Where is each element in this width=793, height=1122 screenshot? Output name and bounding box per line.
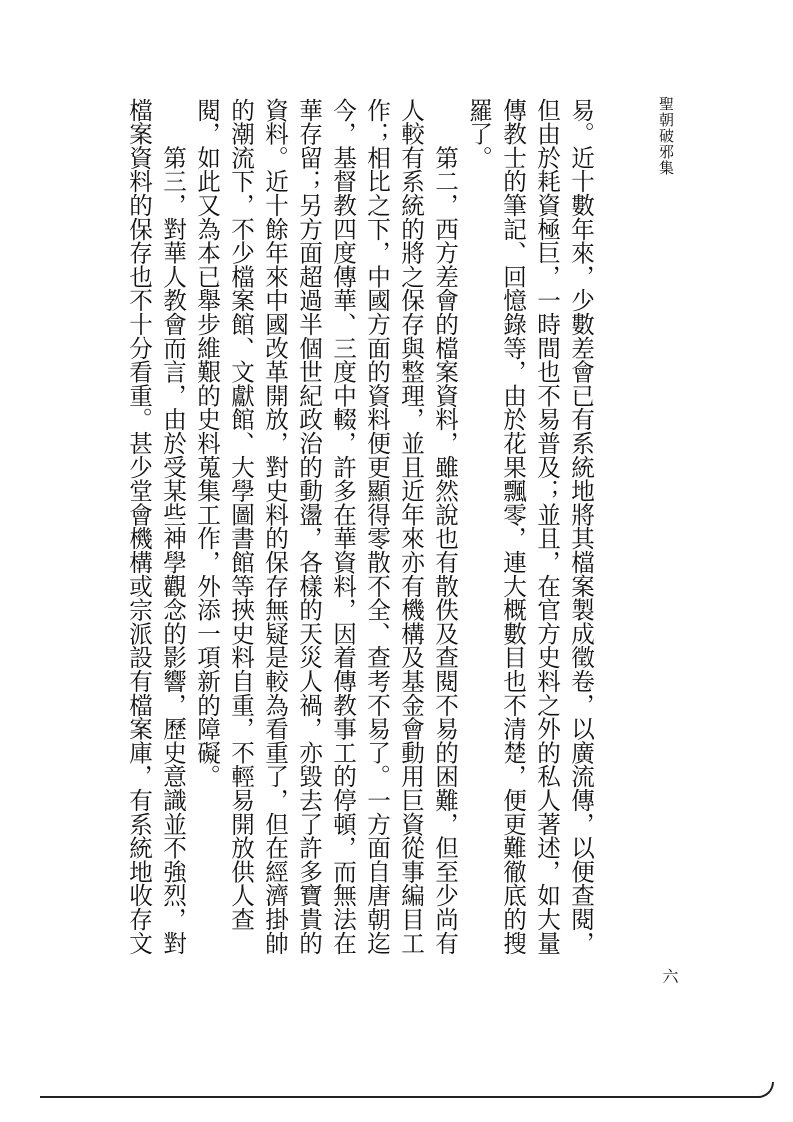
text-column-14: 檔案資料的保存也不十分看重。甚少堂會機構或宗派設有檔案庫，有系統地收存文 (125, 98, 153, 955)
text-column-12: 閱，如此又為本已舉步維艱的史料蒐集工作，外添一項新的障礙。 (193, 98, 221, 789)
text-column-5: 第二，西方差會的檔案資料，雖然說也有散佚及查閱不易的困難，但至少尚有 (431, 98, 459, 955)
text-column-8: 今，基督教四度傳華、三度中輟，許多在華資料，因着傳教事工的停頓，而無法在 (329, 98, 357, 955)
text-column-11: 的潮流下，不少檔案館、文獻館、大學圖書館等挾史料自重，不輕易開放供人查 (227, 98, 255, 931)
text-column-2: 但由於耗資極巨，一時間也不易普及；並且，在官方史料之外的私人著述，如大量 (533, 98, 561, 955)
text-column-1: 易。近十數年來，少數差會已有系統地將其檔案製成徵卷，以廣流傳，以便查閱， (567, 98, 595, 955)
text-column-10: 資料。近十餘年來中國改革開放，對史料的保存無疑是較為看重了，但在經濟掛帥 (261, 98, 289, 955)
text-column-9: 華存留；另方面超過半個世紀政治的動盪，各樣的天災人禍，亦毀去了許多寶貴的 (295, 98, 323, 955)
page-number: 六 (660, 968, 679, 984)
bottom-rule-curl (752, 1082, 774, 1098)
text-column-3: 傳教士的筆記、回憶錄等，由於花果飄零，連大概數目也不清楚，便更難徹底的搜 (499, 98, 527, 955)
running-header: 聖朝破邪集 (657, 96, 675, 176)
text-column-6: 人較有系統的將之保存與整理，並且近年來亦有機構及基金會動用巨資從事編目工 (397, 98, 425, 955)
text-column-4: 羅了。 (465, 98, 493, 170)
text-column-7: 作；相比之下，中國方面的資料便更顯得零散不全、查考不易了。一方面自唐朝迄 (363, 98, 391, 955)
bottom-rule (40, 1096, 760, 1098)
text-column-13: 第三，對華人教會而言，由於受某些神學觀念的影響，歷史意識並不強烈，對 (159, 98, 187, 955)
